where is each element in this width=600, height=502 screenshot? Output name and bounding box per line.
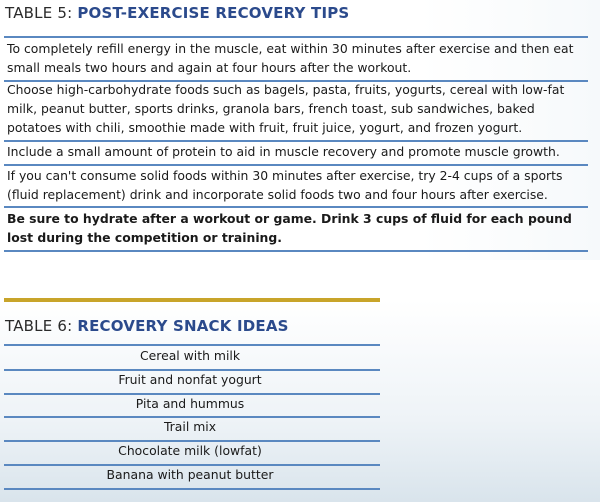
section-separator bbox=[4, 298, 380, 302]
table5-divider bbox=[4, 206, 588, 208]
snack-item: Fruit and nonfat yogurt bbox=[118, 372, 262, 387]
snack-item: Pita and hummus bbox=[135, 396, 245, 411]
table5-number: TABLE 5: bbox=[5, 4, 73, 22]
table5-row-emphasis: Be sure to hydrate after a workout or game. Drink 3 cups of fluid for each pound lost during the competition or training. bbox=[7, 211, 572, 245]
table6-rule-bottom bbox=[4, 488, 380, 490]
snack-item: Banana with peanut butter bbox=[106, 467, 274, 482]
table6-name: RECOVERY SNACK IDEAS bbox=[77, 317, 289, 335]
snack-item: Cereal with milk bbox=[139, 348, 241, 363]
table5-title bbox=[5, 4, 349, 22]
table5-row: To completely refill energy in the muscle, eat within 30 minutes after exercise and then eat small meals two hours and again at four hours after the workout. bbox=[7, 41, 574, 75]
snack-item: Chocolate milk (lowfat) bbox=[118, 443, 262, 458]
table6-rule-top bbox=[4, 344, 380, 346]
table6-number: TABLE 6: bbox=[5, 317, 73, 335]
snack-item: Trail mix bbox=[163, 419, 217, 434]
table5-row: Include a small amount of protein to aid in muscle recovery and promote muscle growth. bbox=[7, 144, 560, 159]
table5-rule-bottom bbox=[4, 250, 588, 252]
table5-rule-top bbox=[4, 36, 588, 38]
table5-row: If you can't consume solid foods within 30 minutes after exercise, try 2-4 cups of a sports (fluid replacement) drink and incorporate solid foods two and four hours after exercise. bbox=[7, 168, 563, 202]
table5-row: Choose high-carbohydrate foods such as bagels, pasta, fruits, yogurts, cereal with low-fat milk, peanut butter, sports drinks, granola bars, french toast, sub sandwiches, baked potatoes with chili, smoothie made with fruit, fruit juice, yogurt, and frozen yogurt. bbox=[7, 82, 565, 135]
table5-name: POST-EXERCISE RECOVERY TIPS bbox=[77, 4, 350, 22]
table6-title bbox=[5, 317, 289, 335]
